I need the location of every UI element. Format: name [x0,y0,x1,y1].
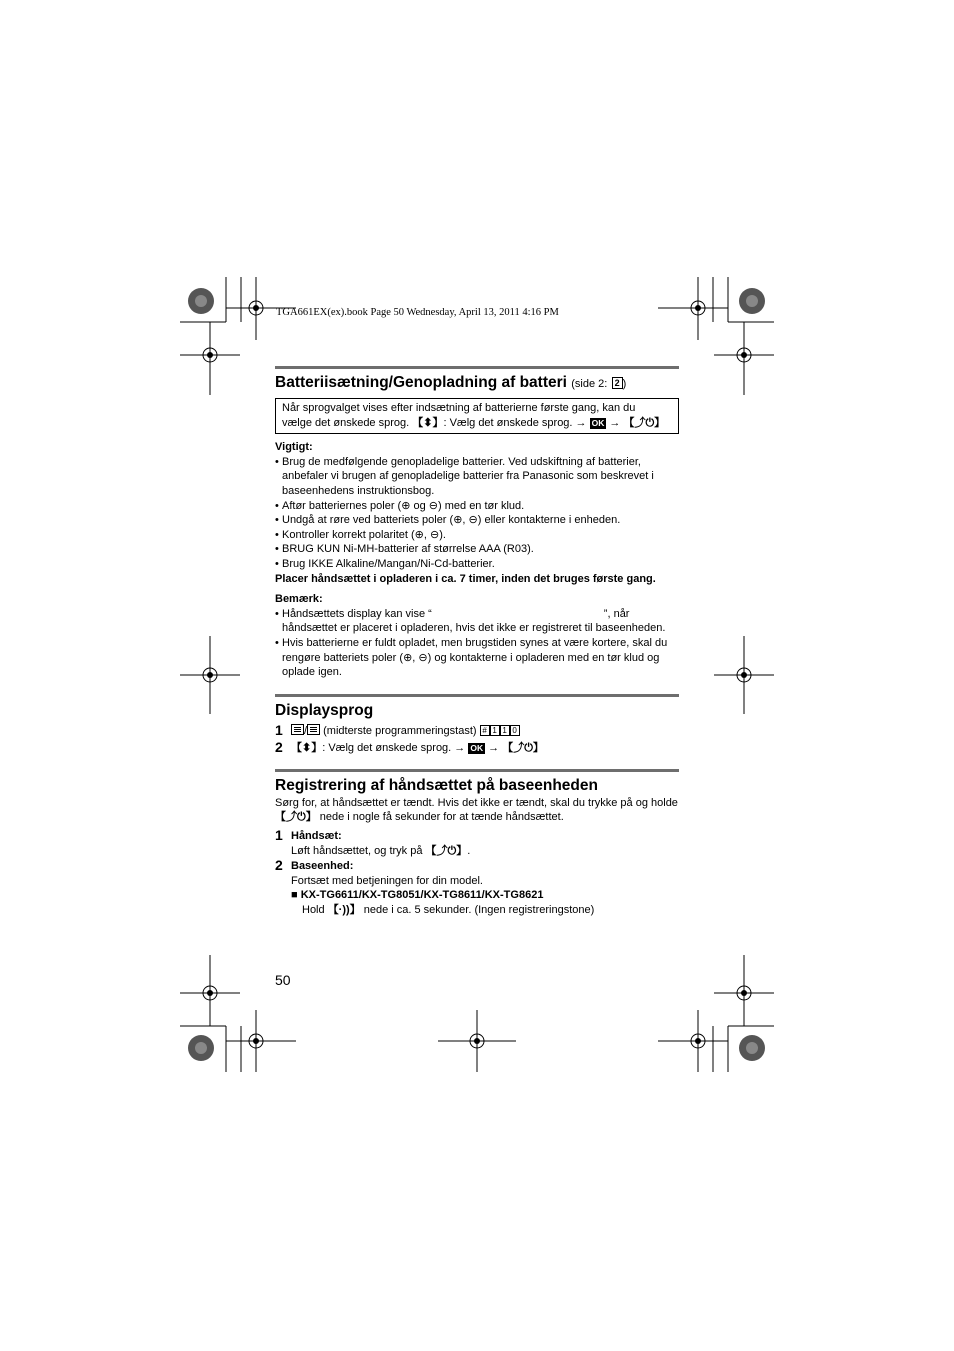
minus-icon: ⊖ [418,651,428,664]
section-title-battery: Batteriisætning/Genopladning af batteri (side 2: 2 ) [275,374,627,391]
charging-note: Placer håndsættet i opladeren i ca. 7 timer, inden det bruges første gang. [275,572,656,585]
step-2: 2 Baseenhed: Fortsæt med betjeningen for din model. ■ KX-TG6611/KX-TG8051/KX-TG8611/KX-TG8621 Hold 【·))】 nede i ca. 5 sekunder. (Ingen registreringstone) [275,859,679,917]
digit-key: 1 [500,725,510,736]
plus-icon: ⊕ [403,651,413,664]
plus-icon: ⊕ [414,528,424,541]
language-info-box: Når sprogvalget vises efter indsætning af batterierne første gang, kan du vælge det ønskede sprog. 【⬍】: Vælg det ønskede sprog. → OK → 【⤴⏻】 [275,398,679,434]
model-list: ■ KX-TG6611/KX-TG8051/KX-TG8611/KX-TG8621 [291,889,544,902]
page-number: 50 [275,972,291,988]
updown-icon: ⬍ [302,742,312,755]
section-title-displaysprog: Displaysprog [275,701,374,719]
bullet-item: • Undgå at røre ved batteriets poler (⊕, ⊖) eller kontakterne i enheden. [275,513,679,528]
off-power-key-icon: 【⤴⏻】 [502,742,544,755]
note-item: • Håndsættets display kan vise “ ”, når håndsættet er placeret i opladeren, hvis det ikke er registreret til baseenheden. [275,607,679,636]
vigtigt-label: Vigtigt: [275,441,313,454]
menu-icon [291,724,304,735]
bullet-item: • Brug IKKE Alkaline/Mangan/Ni-Cd-batterier. [275,557,679,572]
plus-icon: ⊕ [401,499,411,512]
off-power-key-icon: 【⤴⏻】 [623,416,666,429]
locator-key-icon: 【·))】 [327,904,361,917]
note-item: • Hvis batterierne er fuldt opladet, men brugstiden synes at være kortere, skal du rengøre batteriets poler (⊕, ⊖) og kontakterne i opladeren med en tør klud og oplade igen. [275,636,679,680]
registration-intro: Sørg for, at håndsættet er tændt. Hvis det ikke er tændt, skal du trykke på og holde 【⤴⏻】 nede i nogle få sekunder for at tænde håndsættet. [275,796,678,824]
updown-icon: ⬍ [423,416,433,429]
bullet-item: • Brug de medfølgende genopladelige batterier. Ved udskiftning af batterier, anbefaler vi brugen af genopladelige batterier fra Panasonic som beskrevet i baseenhedens instruktionsbog. [275,455,679,499]
side-number-key: 2 [612,377,623,389]
step-1: 1 Håndsæt: Løft håndsættet, og tryk på 【⤴⏻】. [275,827,471,857]
bullet-item: • Aftør batteriernes poler (⊕ og ⊖) med en tør klud. [275,499,679,514]
bullet-item: • Kontroller korrekt polaritet (⊕, ⊖). [275,528,679,543]
menu-grid-icon [307,724,320,735]
hold-instruction: Hold 【·))】 nede i ca. 5 sekunder. (Ingen registreringstone) [302,904,595,917]
section-rule [275,694,679,697]
digit-key: 1 [490,725,500,736]
page-content [275,366,679,918]
bemaerk-label: Bemærk: [275,593,323,606]
section-rule [275,366,679,369]
bullet-item: • BRUG KUN Ni-MH-batterier af størrelse AAA (R03). [275,542,679,557]
minus-icon: ⊖ [468,514,478,527]
off-power-key-icon: 【⤴⏻】 [425,844,468,857]
hash-key: # [480,725,490,736]
print-header: TGA661EX(ex).book Page 50 Wednesday, April 13, 2011 4:16 PM [276,307,559,318]
square-bullet-icon: ■ [291,889,298,902]
ok-key-icon: OK [470,743,484,754]
minus-icon: ⊖ [430,528,440,541]
ok-key-icon: OK [591,417,605,428]
digit-key: 0 [510,725,520,736]
section-title-registration: Registrering af håndsættet på baseenheden [275,776,598,794]
off-power-key-icon: 【⤴⏻】 [275,811,317,824]
minus-icon: ⊖ [428,499,439,512]
step-2: 2 【⬍】: Vælg det ønskede sprog. → OK → 【⤴⏻】 [275,739,544,756]
section-rule [275,769,679,772]
step-1: 1 / (midterste programmeringstast) # 1 1 0 [275,724,679,739]
plus-icon: ⊕ [453,514,463,527]
